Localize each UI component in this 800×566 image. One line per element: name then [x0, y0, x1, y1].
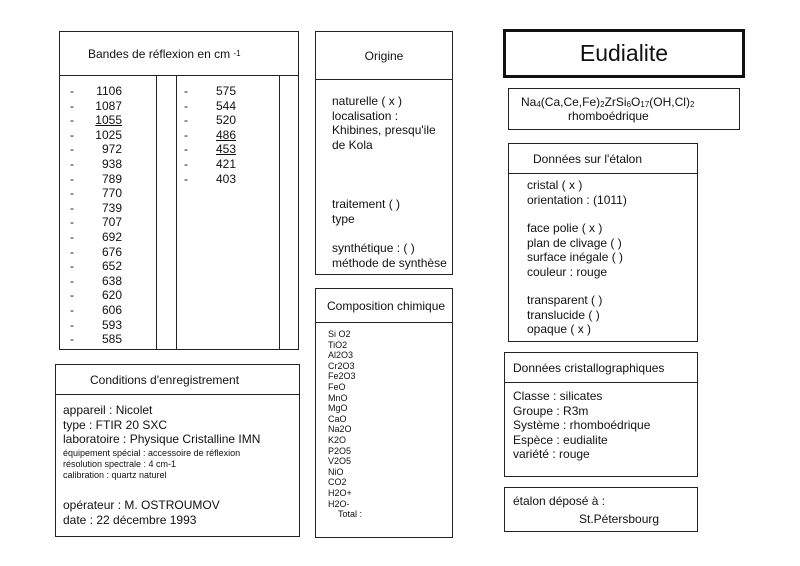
etalon-group-1: [527, 178, 627, 207]
band-value: 676: [101, 244, 122, 259]
band-row: - 403: [184, 171, 236, 186]
band-row: - 789: [70, 171, 122, 186]
traitement-lines: [332, 197, 400, 226]
band-value: 1106: [96, 84, 122, 98]
cristallo-header: [505, 353, 697, 383]
depot-place: St.Pétersbourg: [579, 512, 660, 526]
laboratoire-line: laboratoire : Physique Cristalline IMN: [63, 432, 261, 447]
oxide-item: Cr2O3: [328, 360, 355, 371]
oxide-item: MgO: [328, 403, 348, 414]
oxide-item: K2O: [328, 434, 347, 445]
type-line: type: [332, 211, 355, 226]
etalon-group-2: [527, 221, 623, 279]
etalon-panel: [508, 143, 698, 342]
appareil-line: appareil : Nicolet: [63, 403, 153, 417]
variete-line: variété : rouge: [513, 447, 590, 462]
band-value: 789: [101, 171, 122, 186]
cristallo-title: Données cristallographiques: [513, 360, 665, 375]
crystal-system: rhomboédrique: [568, 109, 649, 123]
band-value: 1025: [95, 127, 122, 142]
band-value: 652: [101, 259, 122, 274]
translucide-line: translucide ( ): [527, 307, 600, 322]
depot-panel: [504, 487, 698, 532]
oxide-item: H2O+: [328, 487, 352, 498]
origine-line: naturelle ( x ): [332, 94, 403, 108]
operateur-line: opérateur : M. OSTROUMOV: [63, 498, 220, 512]
oxide-item: Fe2O3: [328, 371, 356, 382]
composition-total: Total :: [338, 509, 363, 520]
conditions-panel: [55, 364, 300, 537]
band-row: - 938: [70, 156, 122, 171]
composition-title: Composition chimique: [327, 298, 446, 313]
synthetique-line: synthétique : ( ): [332, 241, 415, 255]
band-row: - 453: [184, 142, 236, 157]
band-value: 692: [101, 229, 122, 244]
mineral-name-panel: [503, 29, 745, 78]
band-value: 544: [215, 98, 236, 113]
conditions-header: [56, 365, 299, 395]
band-value: 1087: [95, 98, 122, 113]
resolution-line: résolution spectrale : 4 cm-1: [63, 459, 177, 469]
traitement-line: traitement ( ): [332, 197, 401, 211]
band-row: - 520: [184, 113, 236, 128]
etalon-header: [509, 144, 697, 174]
composition-panel: [315, 288, 453, 538]
origine-title: Origine: [364, 48, 404, 63]
surface-inegale-line: surface inégale ( ): [527, 250, 624, 265]
band-value: 486: [215, 127, 236, 142]
band-row: - 652: [70, 259, 122, 274]
oxide-item: MnO: [328, 392, 348, 403]
conditions-main: [63, 403, 260, 447]
band-row: - 1106: [70, 84, 122, 98]
band-row: - 486: [184, 127, 236, 142]
origine-line: localisation :: [332, 108, 399, 123]
transparent-line: transparent ( ): [527, 293, 603, 307]
cristallo-lines: [513, 389, 650, 462]
band-row: - 421: [184, 156, 236, 171]
reflection-bands-body: [60, 76, 298, 349]
band-value: 403: [215, 171, 236, 186]
face-polie-line: face polie ( x ): [527, 221, 603, 235]
reflection-bands-panel: [59, 31, 299, 350]
origine-line: de Kola: [332, 137, 373, 152]
band-row: - 1055: [70, 113, 122, 128]
oxide-item: FeO: [328, 381, 346, 392]
methode-line: méthode de synthèse: [332, 255, 447, 270]
bands-column-1: [70, 84, 122, 347]
reflection-bands-header: [60, 32, 298, 76]
oxide-item: Al2O3: [328, 350, 354, 361]
band-value: 453: [215, 142, 236, 157]
oxide-item: H2O-: [328, 498, 350, 509]
type-line: type : FTIR 20 SXC: [63, 417, 168, 432]
classe-line: Classe : silicates: [513, 389, 603, 403]
cristal-line: cristal ( x ): [527, 178, 583, 192]
reflection-bands-exponent: -1: [233, 49, 241, 58]
band-row: - 770: [70, 186, 122, 201]
equipement-line: équipement spécial : accessoire de réflexion: [63, 448, 241, 458]
composition-header: [316, 289, 452, 323]
oxide-item: Na2O: [328, 424, 352, 435]
band-value: 593: [101, 317, 122, 332]
bands-column-2: [184, 84, 236, 186]
groupe-line: Groupe : R3m: [513, 403, 589, 418]
systeme-line: Système : rhomboédrique: [513, 418, 651, 433]
oxide-item: TiO2: [328, 339, 348, 350]
band-row: - 1087: [70, 98, 122, 113]
oxide-item: NiO: [328, 466, 344, 477]
band-row: - 585: [70, 332, 122, 347]
band-value: 575: [215, 84, 236, 98]
origine-header: [316, 32, 452, 80]
plan-clivage-line: plan de clivage ( ): [527, 235, 622, 250]
band-row: - 972: [70, 142, 122, 157]
oxide-item: CO2: [328, 477, 347, 488]
conditions-small: [63, 448, 240, 481]
cristallo-panel: [504, 352, 698, 477]
depot-label: étalon déposé à :: [513, 494, 606, 508]
conditions-title: Conditions d'enregistrement: [90, 372, 240, 387]
date-line: date : 22 décembre 1993: [63, 512, 197, 527]
mineral-name: Eudialite: [579, 40, 669, 66]
etalon-title: Données sur l'étalon: [533, 151, 643, 166]
oxide-item: P2O5: [328, 445, 352, 456]
synthese-lines: [332, 241, 447, 270]
opaque-line: opaque ( x ): [527, 322, 592, 337]
band-value: 1055: [95, 113, 122, 128]
conditions-operator: [63, 498, 220, 527]
formula-text: $Na_4(Ca,Ce,Fe)_2ZrSi_6O_{17}(OH,Cl)_2$: [521, 95, 695, 109]
oxide-item: Si O2: [328, 329, 351, 339]
calibration-line: calibration : quartz naturel: [63, 470, 167, 480]
origine-lines: [332, 94, 436, 152]
band-row: - 620: [70, 288, 122, 303]
band-value: 770: [101, 186, 122, 201]
band-value: 638: [101, 273, 122, 288]
band-value: 421: [215, 156, 236, 171]
band-value: 620: [101, 288, 122, 303]
etalon-group-3: [527, 293, 602, 337]
espece-line: Espèce : eudialite: [513, 432, 608, 447]
oxide-item: CaO: [328, 413, 347, 424]
band-value: 739: [101, 200, 122, 215]
band-row: - 638: [70, 273, 122, 288]
band-row: - 1025: [70, 127, 122, 142]
band-value: 520: [215, 113, 236, 128]
oxide-item: V2O5: [328, 456, 352, 467]
band-value: 606: [101, 302, 122, 317]
band-row: - 575: [184, 84, 236, 98]
formula-panel: [508, 88, 740, 130]
origine-line: Khibines, presqu'ile: [332, 123, 436, 138]
origine-panel: [315, 31, 453, 275]
orientation-line: orientation : (1011): [527, 192, 627, 207]
couleur-line: couleur : rouge: [527, 264, 608, 279]
band-row: - 606: [70, 302, 122, 317]
band-value: 938: [101, 156, 122, 171]
reflection-bands-title: Bandes de réflexion en cm: [88, 46, 231, 61]
band-row: - 739: [70, 200, 122, 215]
band-value: 972: [101, 142, 122, 157]
band-row: - 692: [70, 229, 122, 244]
band-row: - 544: [184, 98, 236, 113]
band-row: - 593: [70, 317, 122, 332]
band-row: - 676: [70, 244, 122, 259]
band-value: 585: [101, 332, 122, 347]
band-row: - 707: [70, 215, 122, 230]
composition-list: [328, 329, 362, 520]
band-value: 707: [101, 215, 122, 230]
